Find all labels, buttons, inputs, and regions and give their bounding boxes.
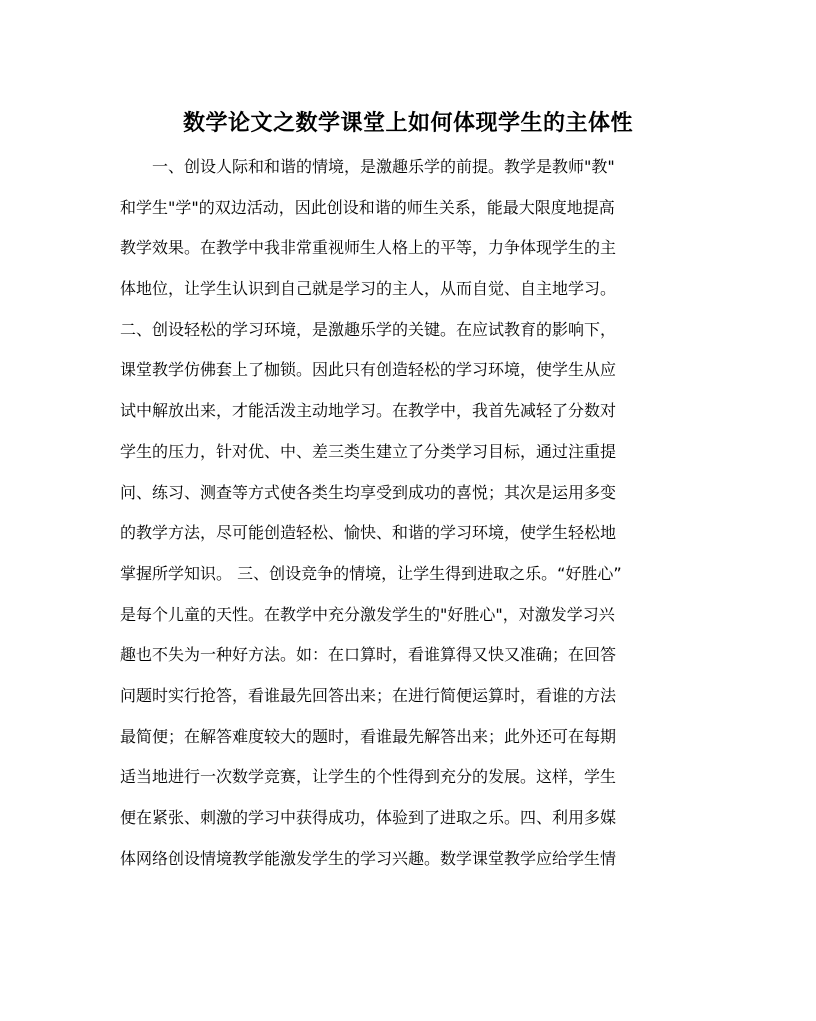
- body-line: 掌握所学知识。 三、创设竞争的情境，让学生得到进取之乐。“好胜心”: [120, 563, 622, 583]
- body-line: 教学效果。在教学中我非常重视师生人格上的平等，力争体现学生的主: [120, 238, 617, 258]
- body-line: 体地位，让学生认识到自己就是学习的主人，从而自觉、自主地学习。: [120, 279, 617, 299]
- body-line: 问、练习、测查等方式使各类生均享受到成功的喜悦；其次是运用多变: [120, 482, 617, 502]
- body-line: 的教学方法，尽可能创造轻松、愉快、和谐的学习环境，使学生轻松地: [120, 523, 617, 543]
- document-title: 数学论文之数学课堂上如何体现学生的主体性: [182, 110, 633, 136]
- body-line: 最简便；在解答难度较大的题时，看谁最先解答出来；此外还可在每期: [120, 726, 617, 746]
- body-line: 是每个儿童的天性。在教学中充分激发学生的"好胜心"，对激发学习兴: [120, 604, 615, 624]
- body-line: 二、创设轻松的学习环境，是激趣乐学的关键。在应试教育的影响下，: [120, 319, 617, 339]
- body-line: 和学生"学"的双边活动，因此创设和谐的师生关系，能最大限度地提高: [120, 197, 615, 217]
- document-body: [120, 147, 700, 879]
- body-line: 一、创设人际和和谐的情境，是激趣乐学的前提。教学是教师"教": [152, 157, 615, 176]
- body-line: 体网络创设情境教学能激发学生的学习兴趣。数学课堂教学应给学生情: [120, 848, 617, 868]
- body-line: 问题时实行抢答，看谁最先回答出来；在进行简便运算时，看谁的方法: [120, 685, 617, 705]
- body-line: 便在紧张、刺激的学习中获得成功，体验到了进取之乐。四、利用多媒: [120, 808, 617, 827]
- body-line: 适当地进行一次数学竞赛，让学生的个性得到充分的发展。这样，学生: [120, 767, 617, 787]
- body-line: 趣也不失为一种好方法。如：在口算时，看谁算得又快又准确；在回答: [120, 645, 617, 665]
- body-line: 学生的压力，针对优、中、差三类生建立了分类学习目标，通过注重提: [120, 441, 617, 461]
- body-line: 试中解放出来，才能活泼主动地学习。在教学中，我首先减轻了分数对: [120, 401, 617, 421]
- body-line: 课堂教学仿佛套上了枷锁。因此只有创造轻松的学习环境，使学生从应: [120, 360, 617, 380]
